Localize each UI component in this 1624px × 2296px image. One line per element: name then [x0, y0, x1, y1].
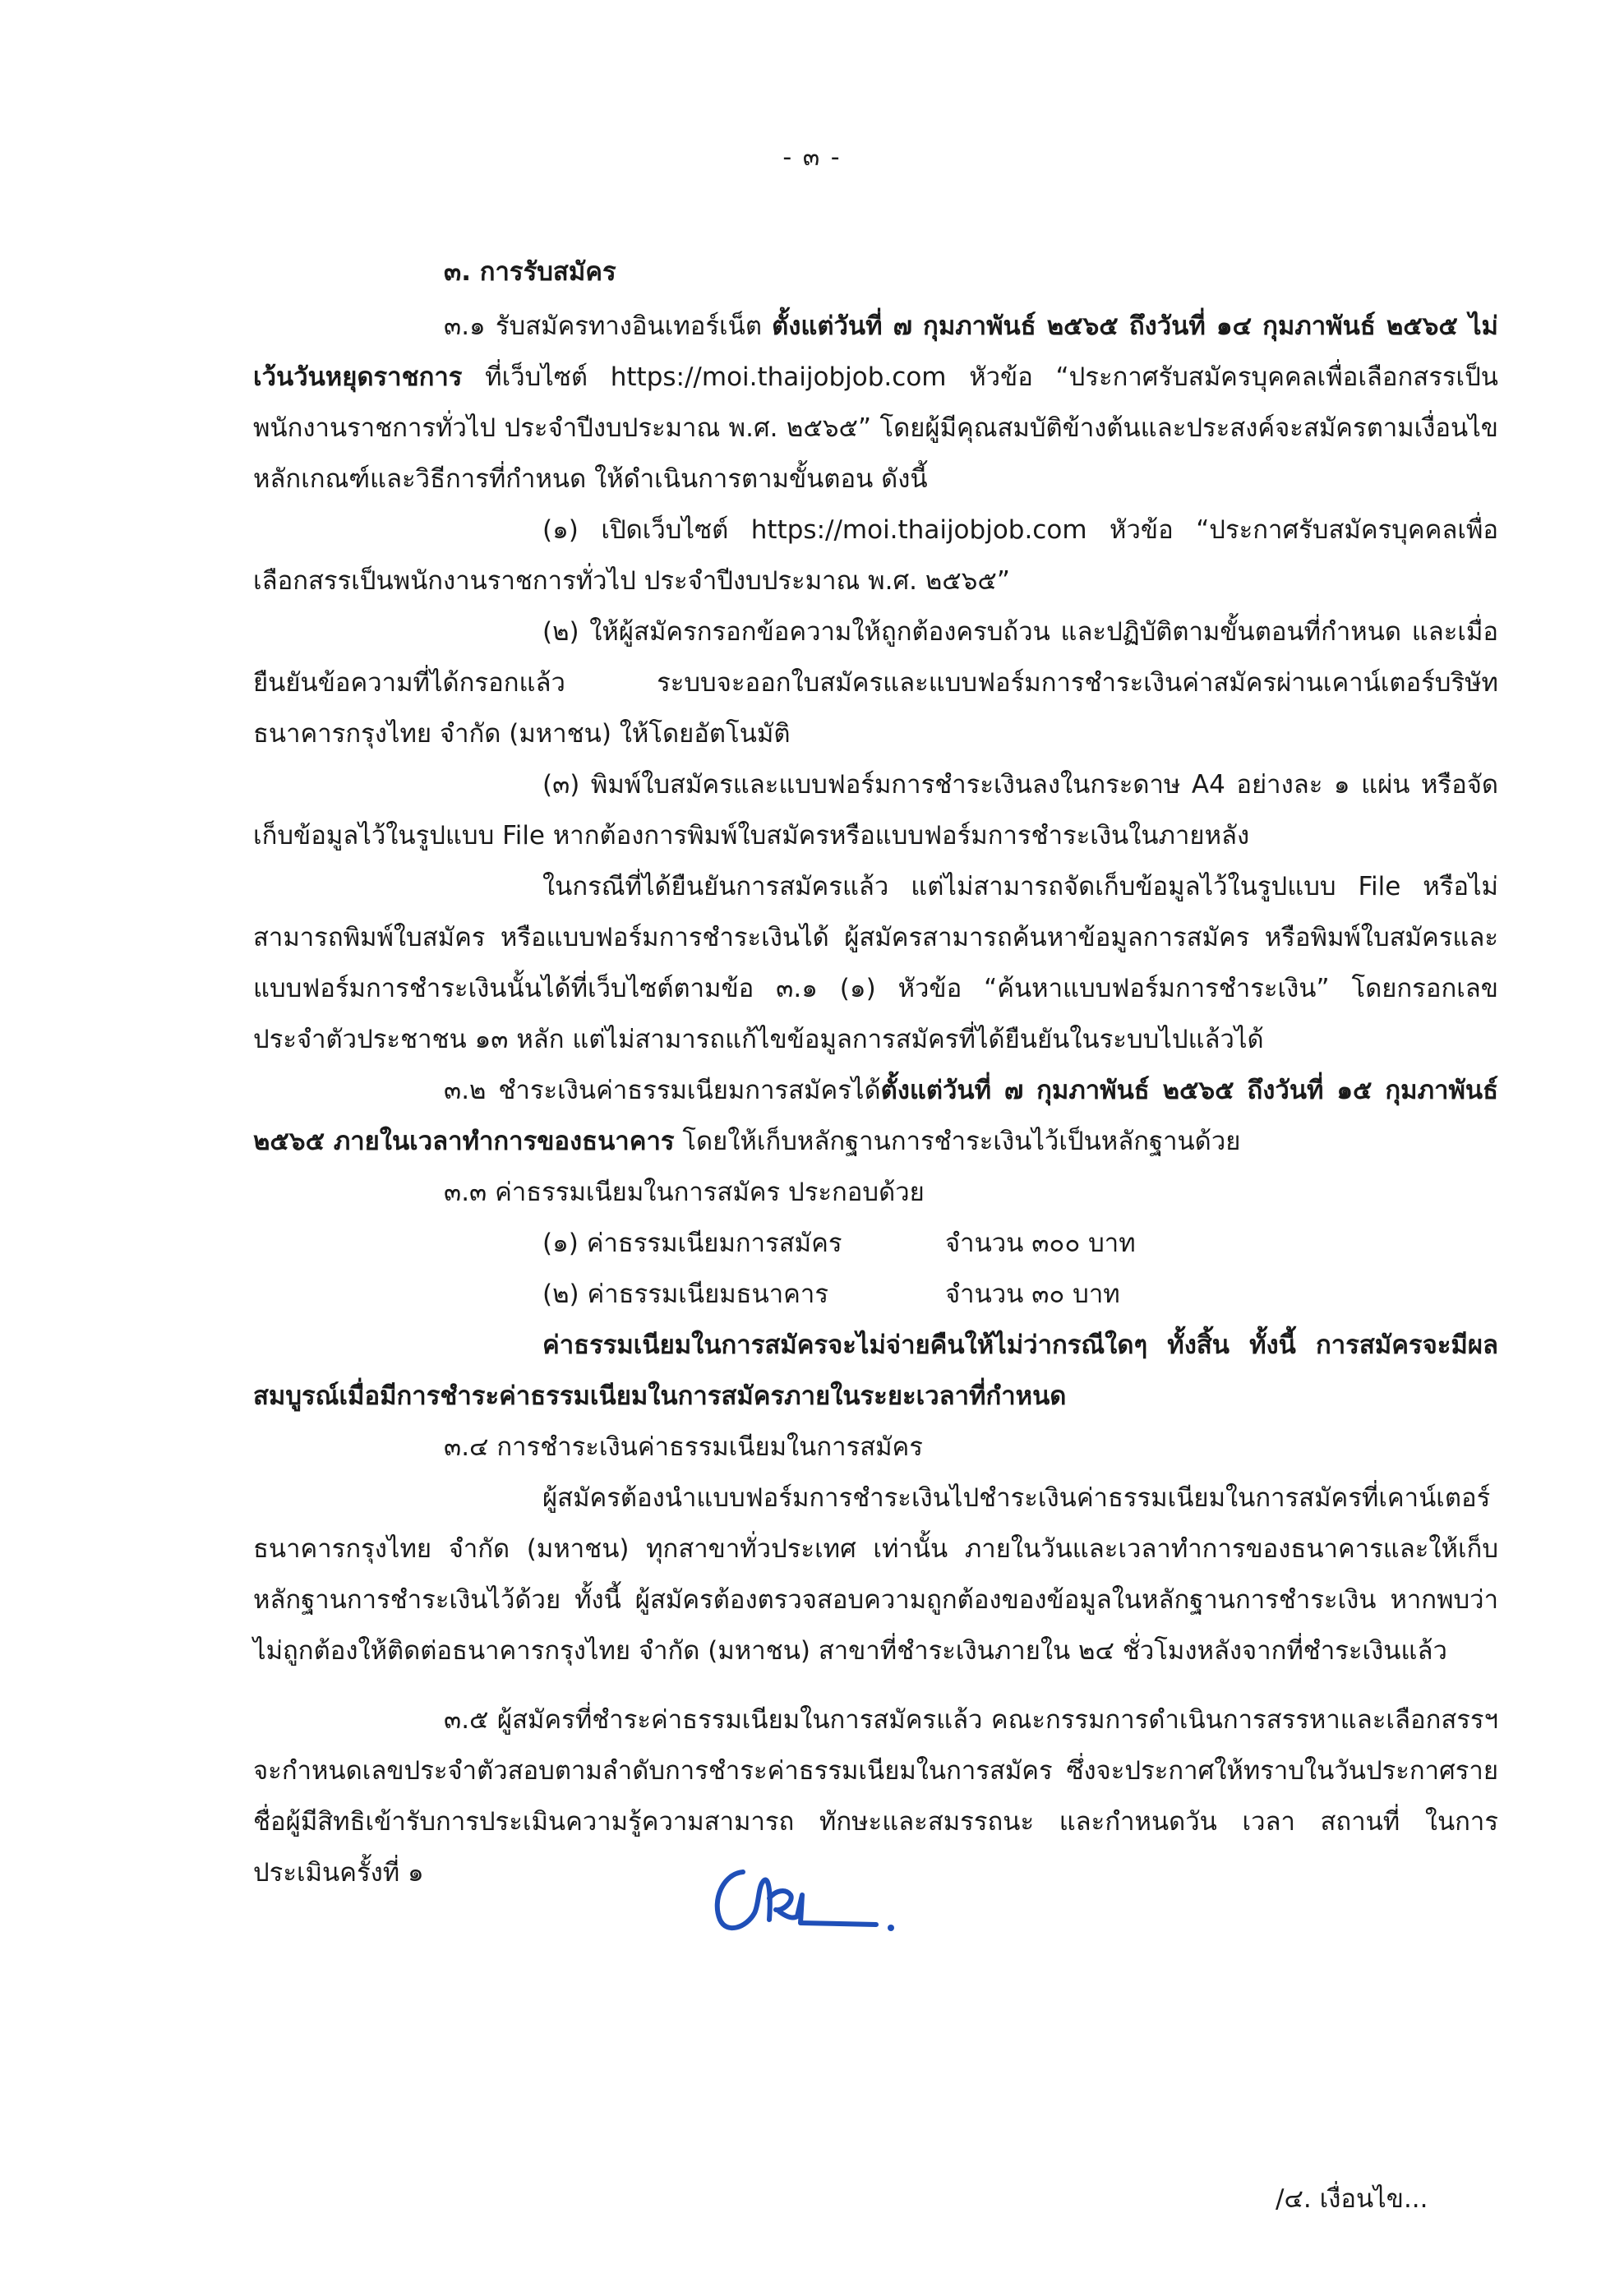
section-3-1-rest: ที่เว็บไซต์ https://moi.thaijobjob.com หัวข้อ “ประกาศรับสมัครบุคคลเพื่อเลือกสรรเป็นพนักงานราชการทั่วไป ประจำปีงบประมาณ พ.ศ. ๒๕๖๕” โดยผู้มีคุณสมบัติข้างต้นและประสงค์จะสมัครตามเงื่อนไข หลักเกณฑ์และวิธีการที่กำหนด ให้ดำเนินการตามขั้นตอน ดังนี้ [253, 362, 1498, 494]
step-2: (๒) ให้ผู้สมัครกรอกข้อความให้ถูกต้องครบถ้วน และปฏิบัติตามขั้นตอนที่กำหนด และเมื่อยืนยันข้อความที่ได้กรอกแล้ว ระบบจะออกใบสมัครและแบบฟอร์มการชำระเงินค่าสมัครผ่านเคาน์เตอร์บริษัท ธนาคารกรุงไทย จำกัด (มหาชน) ให้โดยอัตโนมัติ [253, 617, 1498, 749]
step-3: (๓) พิมพ์ใบสมัครและแบบฟอร์มการชำระเงินลงในกระดาษ A4 อย่างละ ๑ แผ่น หรือจัดเก็บข้อมูลไว้ในรูปแบบ File หากต้องการพิมพ์ใบสมัครหรือแบบฟอร์มการชำระเงินในภายหลัง [253, 770, 1498, 851]
fee-name: (๒) ค่าธรรมเนียมธนาคาร [542, 1279, 828, 1309]
spacer [253, 1676, 1498, 1694]
section-3-2 [253, 1065, 1498, 1167]
step-1: (๑) เปิดเว็บไซต์ https://moi.thaijobjob.com หัวข้อ “ประกาศรับสมัครบุคคลเพื่อเลือกสรรเป็นพนักงานราชการทั่วไป ประจำปีงบประมาณ พ.ศ. ๒๕๖๕” [253, 515, 1498, 596]
fee-row [253, 1218, 1498, 1269]
section-3-5: ๓.๕ ผู้สมัครที่ชำระค่าธรรมเนียมในการสมัครแล้ว คณะกรรมการดำเนินการสรรหาและเลือกสรรฯ จะกำหนดเลขประจำตัวสอบตามลำดับการชำระค่าธรรมเนียมในการสมัคร ซึ่งจะประกาศให้ทราบในวันประกาศรายชื่อผู้มีสิทธิเข้ารับการประเมินความรู้ความสามารถ ทักษะและสมรรถนะ และกำหนดวัน เวลา สถานที่ ในการประเมินครั้งที่ ๑ [253, 1705, 1498, 1888]
section-3-3: ๓.๓ ค่าธรรมเนียมในการสมัคร ประกอบด้วย [444, 1178, 925, 1207]
page-number: - ๓ - [782, 143, 842, 172]
case-paragraph: ในกรณีที่ได้ยืนยันการสมัครแล้ว แต่ไม่สามารถจัดเก็บข้อมูลไว้ในรูปแบบ File หรือไม่สามารถพิมพ์ใบสมัคร หรือแบบฟอร์มการชำระเงินได้ ผู้สมัครสามารถค้นหาข้อมูลการสมัคร หรือพิมพ์ใบสมัครและแบบฟอร์มการชำระเงินนั้นได้ที่เว็บไซต์ตามข้อ ๓.๑ (๑) หัวข้อ “ค้นหาแบบฟอร์มการชำระเงิน” โดยกรอกเลขประจำตัวประชาชน ๑๓ หลัก แต่ไม่สามารถแก้ไขข้อมูลการสมัครที่ได้ยืนยันในระบบไปแล้วได้ [253, 872, 1498, 1054]
fee-amount: จำนวน ๓๐ บาท [945, 1279, 1120, 1309]
continuation-footer: /๔. เงื่อนไข... [1276, 2184, 1428, 2214]
section-heading: ๓. การรับสมัคร [444, 257, 616, 287]
section-3-4-body: ผู้สมัครต้องนำแบบฟอร์มการชำระเงินไปชำระเงินค่าธรรมเนียมในการสมัครที่เคาน์เตอร์ธนาคารกรุงไทย จำกัด (มหาชน) ทุกสาขาทั่วประเทศ เท่านั้น ภายในวันและเวลาทำการของธนาคารและให้เก็บหลักฐานการชำระเงินไว้ด้วย ทั้งนี้ ผู้สมัครต้องตรวจสอบความถูกต้องของข้อมูลในหลักฐานการชำระเงิน หากพบว่าไม่ถูกต้องให้ติดต่อธนาคารกรุงไทย จำกัด (มหาชน) สาขาที่ชำระเงินภายใน ๒๔ ชั่วโมงหลังจากที่ชำระเงินแล้ว [253, 1483, 1498, 1666]
section-3-1 [253, 301, 1498, 505]
section-3-1-lead: ๓.๑ รับสมัครทางอินเทอร์เน็ต [444, 311, 773, 341]
section-3-2-rest: โดยให้เก็บหลักฐานการชำระเงินไว้เป็นหลักฐานด้วย [674, 1127, 1241, 1156]
section-3-1-dates: ตั้งแต่วันที่ ๗ กุมภาพันธ์ ๒๕๖๕ ถึงวันที่ ๑๔ กุมภาพันธ์ ๒๕๖๕ ไม่เว้นวันหยุดราชการ [253, 311, 1498, 392]
fee-row [253, 1269, 1498, 1320]
fee-nonrefundable-note: ค่าธรรมเนียมในการสมัครจะไม่จ่ายคืนให้ไม่ว่ากรณีใดๆ ทั้งสิ้น ทั้งนี้ การสมัครจะมีผลสมบูรณ์เมื่อมีการชำระค่าธรรมเนียมในการสมัครภายในระยะเวลาที่กำหนด [253, 1330, 1498, 1411]
fee-amount: จำนวน ๓๐๐ บาท [945, 1229, 1136, 1258]
fee-name: (๑) ค่าธรรมเนียมการสมัคร [542, 1229, 842, 1258]
section-3-2-lead: ๓.๒ ชำระเงินค่าธรรมเนียมการสมัครได้ [444, 1076, 881, 1105]
document-body [253, 247, 1498, 1898]
signature-image [700, 1849, 897, 1948]
section-3-2-dates: ตั้งแต่วันที่ ๗ กุมภาพันธ์ ๒๕๖๕ ถึงวันที่ ๑๕ กุมภาพันธ์ ๒๕๖๕ ภายในเวลาทำการของธนาคาร [253, 1076, 1498, 1156]
section-3-4: ๓.๔ การชำระเงินค่าธรรมเนียมในการสมัคร [444, 1432, 923, 1462]
